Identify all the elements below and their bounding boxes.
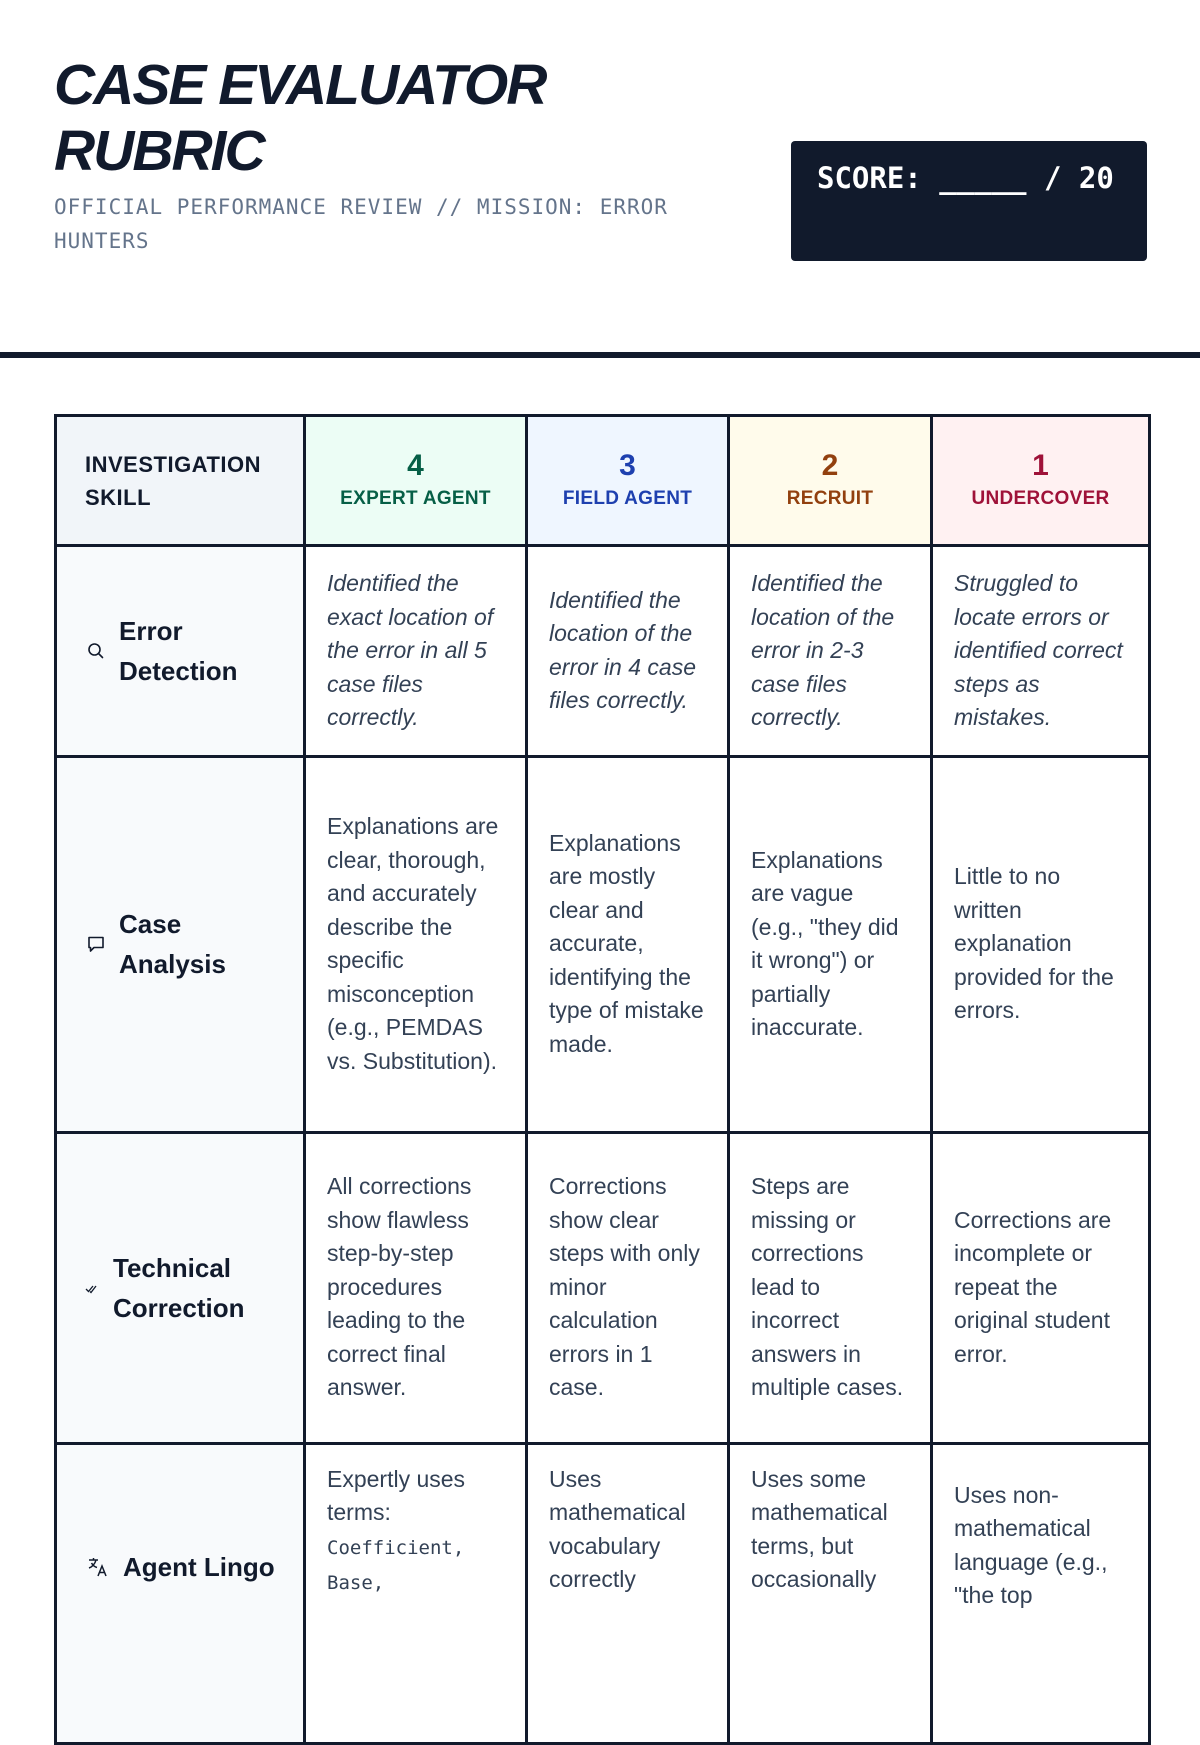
level-number: 1 (1032, 448, 1049, 482)
criteria-cell: Explanations are vague (e.g., "they did it wrong") or partially inaccurate. (729, 756, 932, 1132)
criteria-cell: Identified the location of the error in 4 case files correctly. (527, 546, 729, 757)
level-header-1 (932, 416, 1150, 546)
criteria-cell: Explanations are clear, thorough, and accurately describe the specific misconception (e.g., PEMDAS vs. Substitution). (305, 756, 527, 1132)
level-number: 2 (821, 448, 839, 482)
search-icon (85, 640, 107, 662)
criteria-cell: Little to no written explanation provided for the errors. (932, 756, 1150, 1132)
criteria-cell: Uses mathematical vocabulary correctly (527, 1443, 729, 1743)
message-icon (85, 933, 107, 955)
term-code: Coefficient, (327, 1536, 465, 1559)
criteria-cell: All corrections show flawless step-by-step procedures leading to the correct final answer. (305, 1132, 527, 1443)
skill-name: Technical Correction (113, 1252, 245, 1323)
skill-column-header: INVESTIGATION SKILL (56, 416, 305, 546)
rubric-row-technical-correction (56, 1132, 1150, 1443)
criteria-cell: Explanations are mostly clear and accurate, identifying the type of mistake made. (527, 756, 729, 1132)
criteria-cell: Corrections show clear steps with only minor calculation errors in 1 case. (527, 1132, 729, 1443)
level-header-3 (527, 416, 729, 546)
rubric-header-row (56, 416, 1150, 546)
rubric-table (54, 414, 1151, 1745)
skill-name: Error Detection (119, 615, 238, 686)
rubric-row-agent-lingo (56, 1443, 1150, 1743)
criteria-cell: Struggled to locate errors or identified correct steps as mistakes. (932, 546, 1150, 757)
page-title: CASE EVALUATOR RUBRIC (54, 53, 546, 183)
criteria-cell (305, 1443, 527, 1743)
criteria-text: Expertly uses terms: (327, 1465, 466, 1525)
level-name: RECRUIT (786, 487, 874, 509)
skill-name: Agent Lingo (123, 1551, 275, 1582)
skill-cell (56, 1132, 305, 1443)
criteria-cell: Identified the exact location of the error in all 5 case files correctly. (305, 546, 527, 757)
level-number: 4 (407, 448, 424, 482)
rubric-row-error-detection (56, 546, 1150, 757)
skill-cell (56, 546, 305, 757)
criteria-cell: Steps are missing or corrections lead to incorrect answers in multiple cases. (729, 1132, 932, 1443)
page-subtitle: OFFICIAL PERFORMANCE REVIEW // MISSION: ERROR HUNTERS (54, 195, 668, 253)
criteria-cell: Identified the location of the error in 2-3 case files correctly. (729, 546, 932, 757)
translate-icon (85, 1556, 111, 1578)
level-header-4 (305, 416, 527, 546)
score-box: SCORE: _____ / 20 (791, 141, 1147, 261)
criteria-cell: Uses non-mathematical language (e.g., "the top (932, 1443, 1150, 1743)
level-name: UNDERCOVER (971, 487, 1110, 509)
level-number: 3 (619, 448, 636, 482)
criteria-cell: Corrections are incomplete or repeat the original student error. (932, 1132, 1150, 1443)
skill-name: Case Analysis (119, 909, 226, 979)
term-code: Base, (327, 1572, 385, 1594)
level-name: EXPERT AGENT (340, 487, 491, 509)
level-name: FIELD AGENT (562, 487, 693, 509)
rubric-row-case-analysis (56, 756, 1150, 1132)
level-header-2 (729, 416, 932, 546)
criteria-cell: Uses some mathematical terms, but occasionally (729, 1443, 932, 1743)
check-double-icon (85, 1277, 101, 1299)
skill-cell (56, 756, 305, 1132)
header-divider (0, 352, 1200, 358)
skill-cell (56, 1443, 305, 1743)
